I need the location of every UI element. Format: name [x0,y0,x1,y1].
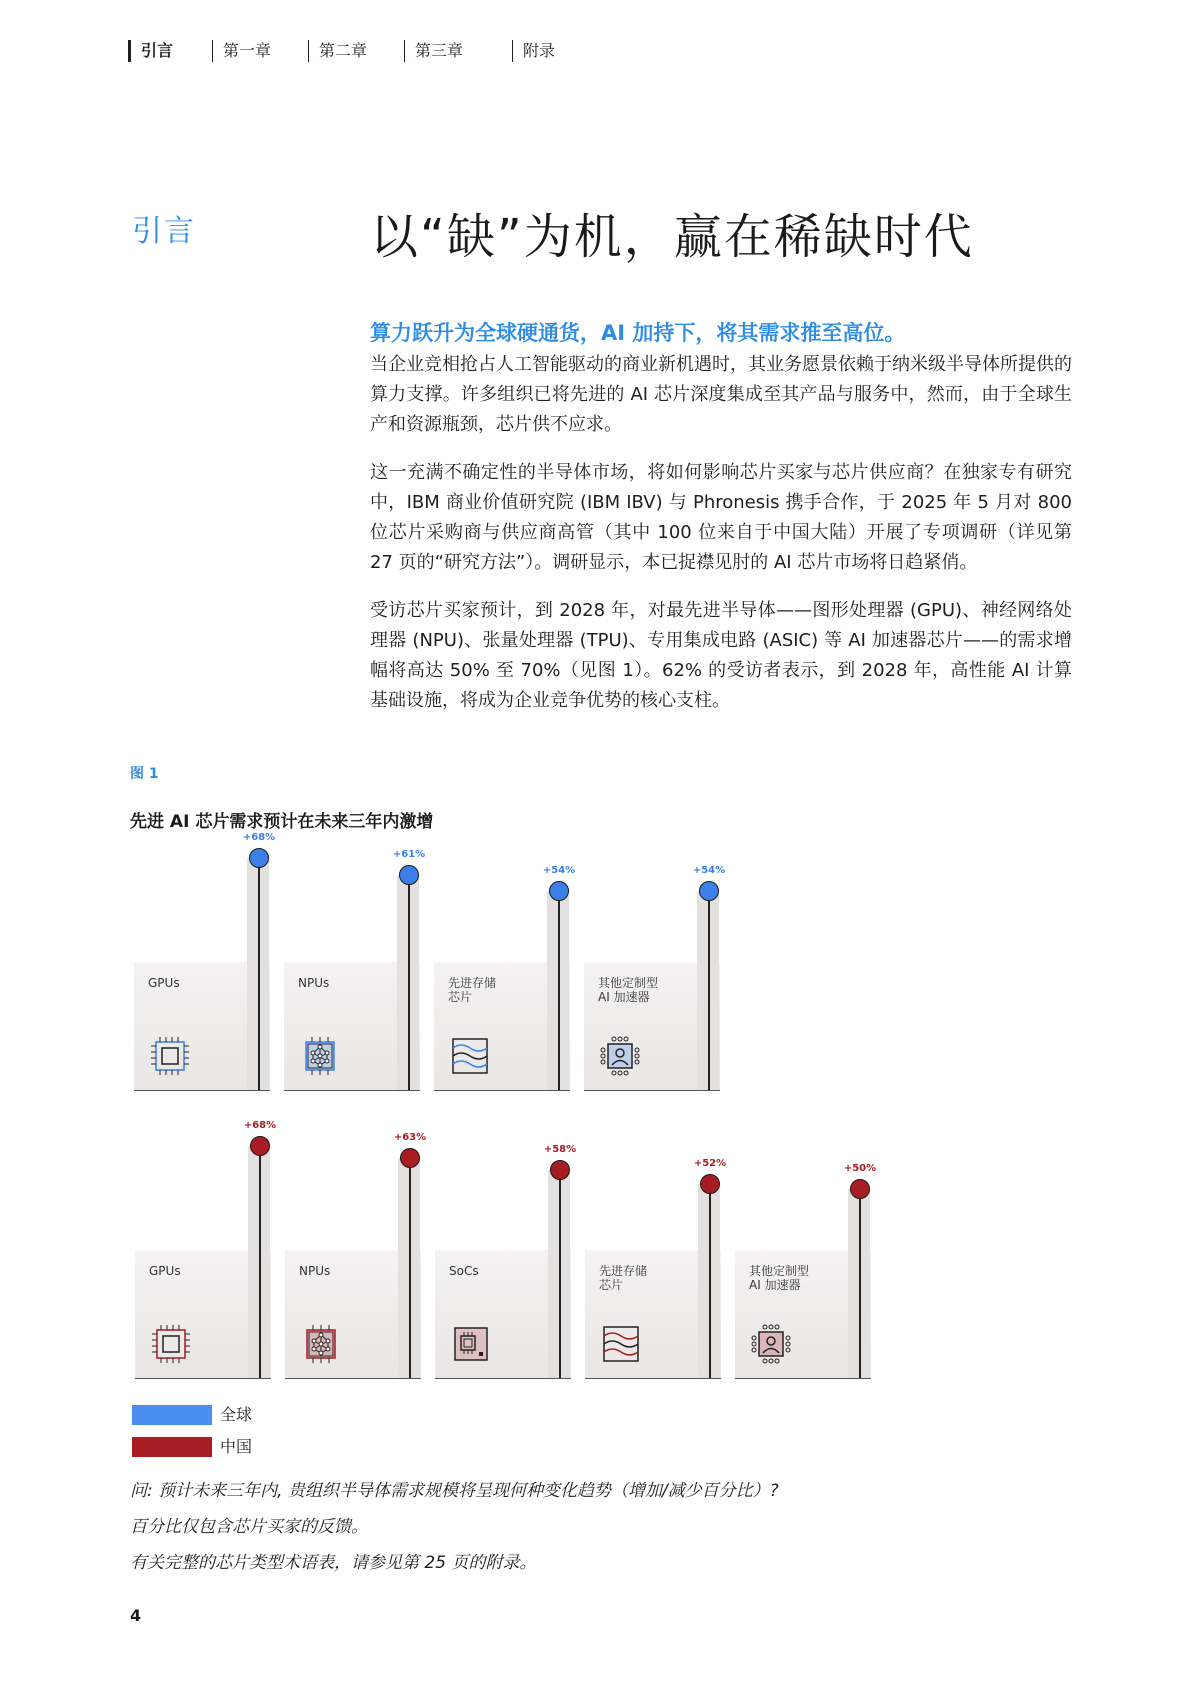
bar-value-label: +61% [392,848,426,860]
memory-wave-icon [599,1322,643,1366]
chip-category-label: GPUs [148,976,180,990]
nav-tab-chapter-2[interactable]: 第二章 [308,40,367,62]
bar-stem [559,1170,561,1378]
note: 百分比仅包含芯片买家的反馈。 [130,1517,368,1537]
bar-value-label: +68% [242,832,276,844]
section-label: 引言 [132,214,196,249]
npu-network-icon [298,1034,342,1078]
bar-value-label: +68% [243,1120,277,1132]
figure-title: 先进 AI 芯片需求预计在未来三年内激增 [130,812,434,832]
legend-label: 全球 [220,1405,253,1424]
bar-value-dot [850,1179,870,1199]
soc-chip-icon [449,1322,493,1366]
bar-stem [558,891,560,1090]
nav-tab-chapter-1[interactable]: 第一章 [212,40,271,62]
memory-wave-icon [448,1034,492,1078]
chip-category-label: GPUs [149,1264,181,1278]
bar-value-dot [550,1160,570,1180]
bar-value-dot [700,1174,720,1194]
bar-stem [258,858,260,1090]
page-number: 4 [130,1606,142,1625]
legend-swatch [132,1405,212,1425]
accelerator-person-icon [598,1034,642,1078]
bar-stem [409,1158,411,1378]
figure-notes [130,1478,1030,1586]
bar-value-label: +63% [393,1131,427,1143]
nav-tab-appendix[interactable]: 附录 [512,40,555,62]
note: 问: 预计未来三年内, 贵组织半导体需求规模将呈现何种变化趋势（增加/减少百分比）? [130,1481,779,1501]
gpu-chip-icon [148,1034,192,1078]
chip-category-label: 先进存储 芯片 [599,1264,648,1292]
paragraph: 当企业竞相抢占人工智能驱动的商业新机遇时，其业务愿景依赖于纳米级半导体所提供的算力支撑。许多组织已将先进的 AI 芯片深度集成至其产品与服务中，然而，由于全球生产和资源瓶颈，芯片供不应求。 [370,354,1072,435]
paragraph: 受访芯片买家预计，到 2028 年，对最先进半导体——图形处理器 (GPU)、神经网络处理器 (NPU)、张量处理器 (TPU)、专用集成电路 (ASIC) 等 AI 加速器芯片——的需求增幅将高达 50% 至 70%（见图 1）。62% 的受访者表示，到 2028 年，高性能 AI 计算基础设施，将成为企业竞争优势的核心支柱。 [370,600,1072,711]
chip-category-label: NPUs [298,976,330,990]
note: 有关完整的芯片类型术语表，请参见第 25 页的附录。 [130,1553,537,1573]
nav-tab-chapter-3[interactable]: 第三章 [404,40,463,62]
chip-category-label: NPUs [299,1264,331,1278]
legend-label: 中国 [220,1437,253,1456]
accelerator-person-icon [749,1322,793,1366]
bar-value-dot [399,865,419,885]
bar-value-label: +54% [692,865,726,877]
page-title: 以“缺”为机，赢在稀缺时代 [370,209,974,265]
legend-swatch [132,1437,212,1457]
bar-value-dot [549,881,569,901]
nav-tab-intro[interactable]: 引言 [128,40,173,62]
chip-category-label: 先进存储 芯片 [448,976,497,1004]
bar-value-label: +52% [693,1157,727,1169]
gpu-chip-icon [149,1322,193,1366]
paragraph: 这一充满不确定性的半导体市场，将如何影响芯片买家与芯片供应商？在独家专有研究中，IBM 商业价值研究院 (IBM IBV) 与 Phronesis 携手合作，于 2025 年 5 月对 800 位芯片采购商与供应商高管（其中 100 位来自于中国大陆）开展了专项调研（详见第 27 页的“研究方法”）。调研显示，本已捉襟见肘的 AI 芯片市场将日趋紧俏。 [370,462,1072,573]
bar-stem [709,1184,711,1378]
bar-stem [708,891,710,1090]
bar-value-label: +54% [542,865,576,877]
figure-label: 图 1 [130,766,159,782]
bar-value-label: +50% [843,1162,877,1174]
bar-stem [408,875,410,1090]
chip-category-label: 其他定制型 AI 加速器 [749,1264,810,1292]
bar-value-dot [400,1148,420,1168]
bar-value-dot [699,881,719,901]
chip-category-label: 其他定制型 AI 加速器 [598,976,659,1004]
subtitle: 算力跃升为全球硬通货，AI 加持下，将其需求推至高位。 [370,321,906,345]
body-text [370,350,1072,734]
bar-stem [859,1189,861,1379]
bar-stem [259,1146,261,1378]
bar-value-label: +58% [543,1143,577,1155]
chip-category-label: SoCs [449,1264,479,1278]
npu-network-icon [299,1322,343,1366]
